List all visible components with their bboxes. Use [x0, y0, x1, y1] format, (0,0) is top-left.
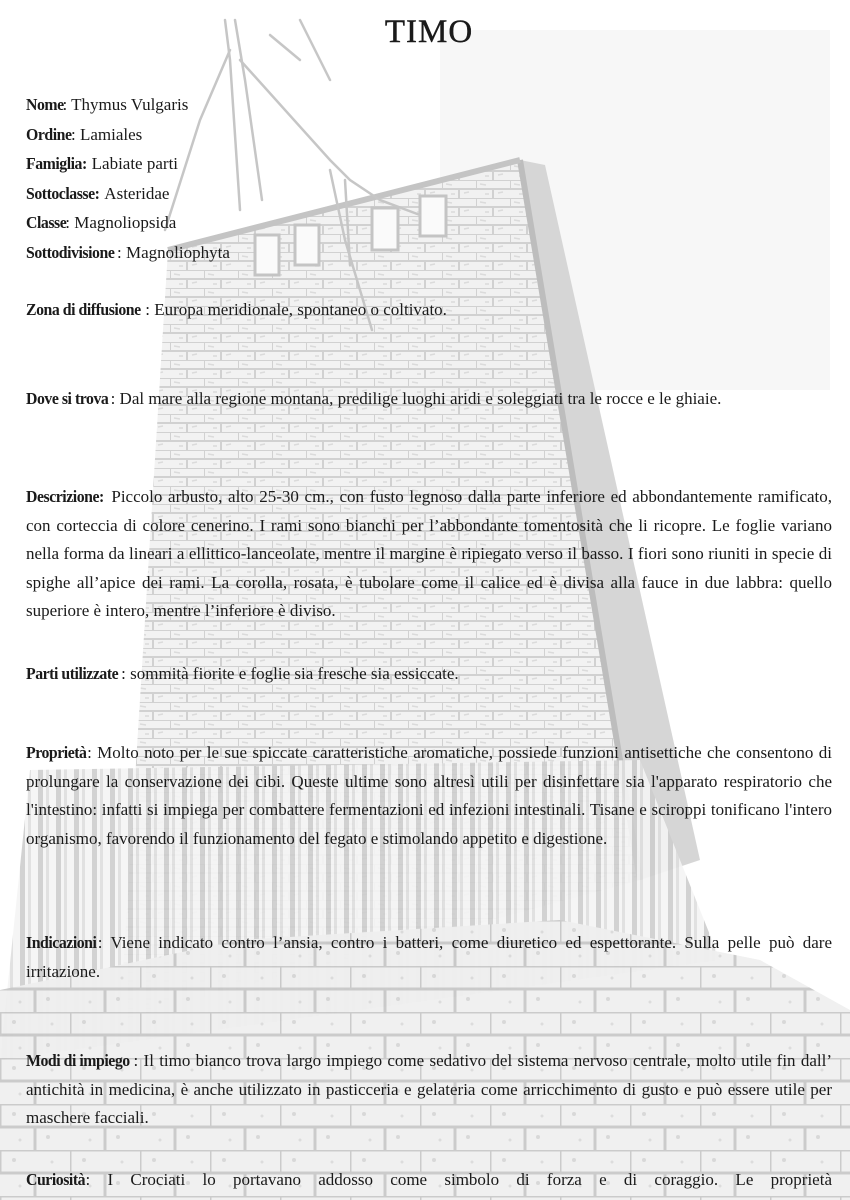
taxonomy-row-nome	[26, 90, 230, 120]
section-dove-si-trova	[26, 385, 816, 414]
section-label: Parti utilizzate	[26, 664, 119, 683]
taxonomy-value: Magnoliopsida	[74, 213, 177, 233]
taxonomy-row-sottodivisione	[26, 238, 230, 268]
section-text: : I Crociati lo portavano addosso come simbolo di forza e di coraggio. Le proprietà	[85, 1170, 832, 1189]
taxonomy-row-classe	[26, 208, 230, 238]
section-curiosita	[26, 1166, 832, 1200]
section-label: Proprietà	[26, 743, 87, 762]
section-text: : Dal mare alla regione montana, predilige luoghi aridi e soleggiati tra le rocce e le ghiaie.	[110, 389, 722, 408]
section-modi-di-impiego	[26, 1047, 832, 1133]
section-text: : Molto noto per le sue spiccate caratteristiche aromatiche, possiede funzioni antisettiche che consentono di prolungare la conservazione dei cibi. Queste ultime sono altresì utili per disinfettare sia l'apparato respiratorio che l'intestino: infatti si impiega per combattere fermentazioni ed infezioni intestinali. Tisane e sciroppi tonificano l'intero organismo, favorendo il funzionamento del fegato e stimolando appetito e digestione.	[26, 743, 832, 848]
taxonomy-list	[26, 90, 230, 268]
section-zona-di-diffusione	[26, 296, 832, 325]
taxonomy-value: Labiate parti	[91, 154, 179, 174]
taxonomy-value: Asteridae	[104, 183, 170, 203]
taxonomy-label: Ordine	[26, 124, 72, 144]
section-descrizione	[26, 483, 832, 626]
section-label: Dove si trova	[26, 389, 109, 408]
section-proprieta	[26, 739, 832, 853]
section-parti-utilizzate	[26, 660, 832, 689]
taxonomy-label: Nome	[26, 95, 64, 114]
section-text: : Viene indicato contro l’ansia, contro i batteri, come diuretico ed espettorante. Sulla pelle può dare irritazione.	[26, 933, 832, 981]
section-label: Zona di diffusione	[26, 300, 141, 319]
section-label: Descrizione:	[26, 487, 104, 506]
page-title: TIMO	[384, 14, 474, 50]
taxonomy-separator: :	[117, 242, 127, 262]
section-label: Modi di impiego	[26, 1051, 130, 1070]
section-text: : Europa meridionale, spontaneo o coltivato.	[145, 300, 447, 319]
taxonomy-separator: :	[65, 213, 75, 233]
section-label: Indicazioni	[26, 933, 97, 952]
taxonomy-label: Famiglia:	[26, 154, 87, 174]
taxonomy-label: Sottodivisione	[26, 242, 115, 262]
taxonomy-row-sottoclasse	[26, 179, 230, 209]
section-text: : sommità fiorite e foglie sia fresche sia essiccate.	[121, 664, 459, 683]
taxonomy-separator: :	[70, 124, 80, 144]
section-label: Curiosità	[26, 1170, 86, 1189]
section-text: : Il timo bianco trova largo impiego come sedativo del sistema nervoso centrale, molto utile fin dall’ antichità in medicina, è anche utilizzato in pasticceria e gelateria come arricchimento di gusto e può essere utile per maschere facciali.	[26, 1051, 832, 1127]
taxonomy-separator: :	[62, 95, 72, 114]
taxonomy-value: Lamiales	[79, 124, 143, 144]
taxonomy-label: Sottoclasse:	[26, 183, 100, 203]
taxonomy-row-ordine	[26, 120, 230, 150]
taxonomy-value: Thymus Vulgaris	[71, 95, 189, 114]
section-indicazioni	[26, 929, 832, 986]
section-text: Piccolo arbusto, alto 25-30 cm., con fusto legnoso dalla parte inferiore ed abbondantemente ramificato, con corteccia di colore cenerino. I rami sono bianchi per l’abbondante tomentosità che li ricopre. Le foglie variano nella forma da lineari a ellittico-lanceolate, mentre il margine è ripiegato verso il basso. I fiori sono riuniti in specie di spighe all’apice dei rami. La corolla, rosata, è tubolare come il calice ed è divisa alla fauce in due labbra: quello superiore è intero, mentre l’inferiore è diviso.	[26, 487, 832, 620]
taxonomy-row-famiglia	[26, 149, 230, 179]
taxonomy-label: Classe	[26, 213, 67, 233]
taxonomy-value: Magnoliophyta	[126, 242, 230, 262]
